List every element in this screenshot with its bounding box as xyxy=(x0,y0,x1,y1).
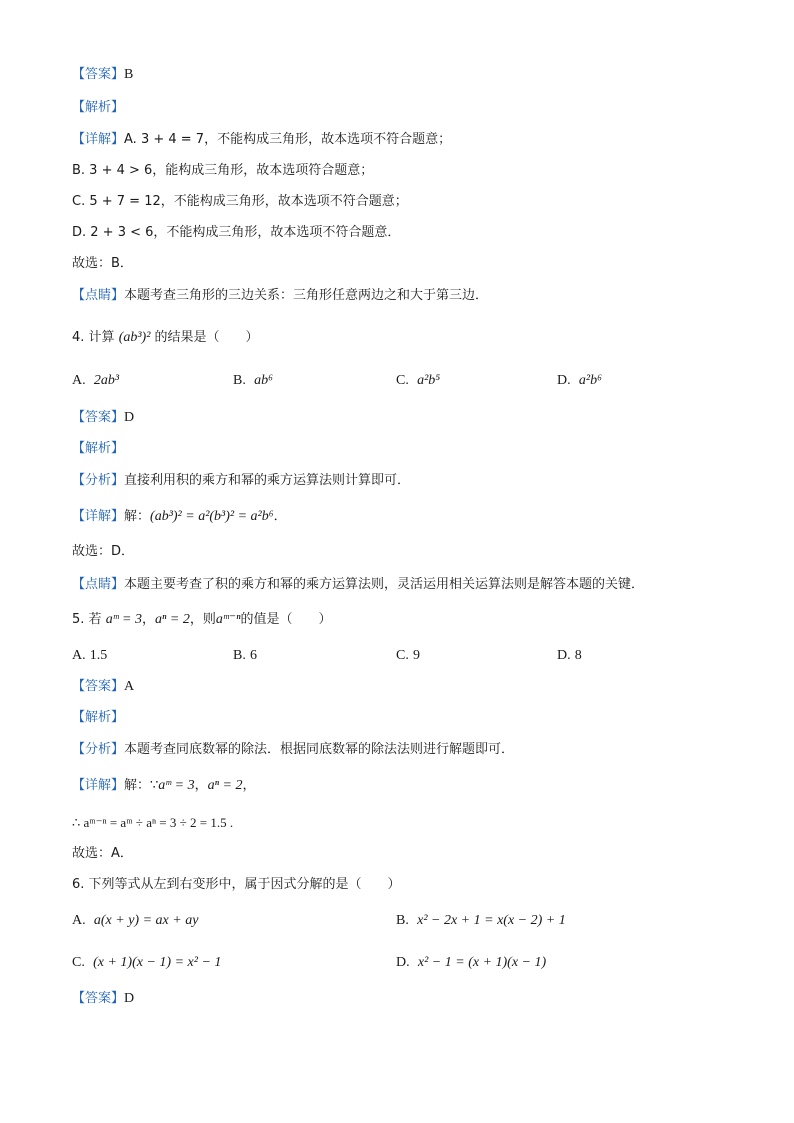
q3-answer: B xyxy=(124,67,134,82)
detail-tag: 【详解】 xyxy=(72,509,125,524)
q4-option-a: A. 2ab³ xyxy=(72,373,120,388)
analyze-tag: 【分析】 xyxy=(72,742,125,757)
q3-line-d-row xyxy=(72,224,400,242)
q3-detail-line xyxy=(72,131,451,149)
q4-comment: 本题主要考查了积的乘方和幂的乘方运算法则，灵活运用相关运算法则是解答本题的关键． xyxy=(124,577,645,592)
q4-option-c: C. a²b⁵ xyxy=(396,373,441,388)
q5-stem: 5. 若 aᵐ = 3，aⁿ = 2，则aᵐ⁻ⁿ的值是（ ） xyxy=(72,612,332,627)
q5-therefore: ∴ aᵐ⁻ⁿ = aᵐ ÷ aⁿ = 3 ÷ 2 = 1.5 . xyxy=(72,815,234,830)
q3-line-b: B. 3 + 4 > 6，能构成三角形，故本选项符合题意； xyxy=(72,163,374,178)
q3-choose: 故选：B． xyxy=(72,256,133,271)
comment-tag: 【点睛】 xyxy=(72,288,125,303)
answer-tag: 【答案】 xyxy=(72,67,125,82)
q4-analysis-line xyxy=(72,440,124,458)
q5-option-a: A. 1.5 xyxy=(72,648,108,663)
q4-detail-prefix: 解： xyxy=(124,509,151,524)
q4-answer: D xyxy=(124,410,135,425)
analyze-tag: 【分析】 xyxy=(72,473,125,488)
q6-stem-row xyxy=(72,876,401,894)
answer-tag: 【答案】 xyxy=(72,991,125,1006)
q3-analysis-line xyxy=(72,99,124,117)
q3-line-d: D. 2 + 3 < 6，不能构成三角形，故本选项不符合题意． xyxy=(72,225,401,240)
q4-choose-row xyxy=(72,543,134,561)
q5-option-c: C. 9 xyxy=(396,648,420,663)
q3-comment: 本题考查三角形的三边关系：三角形任意两边之和大于第三边． xyxy=(124,288,489,303)
q4-stem xyxy=(72,329,259,347)
q4-option-d: D. a²b⁶ xyxy=(557,373,602,388)
q3-comment-row xyxy=(72,287,488,305)
q5-choose: 故选：A． xyxy=(72,846,133,861)
q6-option-c: C. (x + 1)(x − 1) = x² − 1 xyxy=(72,955,222,970)
q4-stem-num: 4. 计算 xyxy=(72,330,115,345)
q5-analyze-line xyxy=(72,741,514,759)
q3-line-a: A. 3 + 4 = 7，不能构成三角形，故本选项不符合题意； xyxy=(124,132,452,147)
q6-stem: 6. 下列等式从左到右变形中，属于因式分解的是（ ） xyxy=(72,877,401,892)
q5-therefore-row xyxy=(72,814,233,832)
comment-tag: 【点睛】 xyxy=(72,577,125,592)
q6-option-d: D. x² − 1 = (x + 1)(x − 1) xyxy=(396,955,547,970)
answer-tag: 【答案】 xyxy=(72,410,125,425)
q3-line-c-row xyxy=(72,193,408,211)
answer-tag: 【答案】 xyxy=(72,679,125,694)
q5-analysis-line xyxy=(72,709,124,727)
analysis-tag: 【解析】 xyxy=(72,710,125,725)
q6-option-b: B. x² − 2x + 1 = x(x − 2) + 1 xyxy=(396,913,566,928)
q4-analyze: 直接利用积的乘方和幂的乘方运算法则计算即可． xyxy=(124,473,411,488)
q3-line-c: C. 5 + 7 = 12，不能构成三角形，故本选项不符合题意； xyxy=(72,194,408,209)
q5-detail-line: 【详解】解：∵aᵐ = 3，aⁿ = 2， xyxy=(72,778,256,793)
q5-analyze: 本题考查同底数幂的除法．根据同底数幂的除法法则进行解题即可． xyxy=(124,742,515,757)
q4-detail-line: 【详解】解：(ab³)² = a²(b³)² = a²b⁶． xyxy=(72,509,287,524)
q5-choose-row xyxy=(72,845,133,863)
q4-analyze-line xyxy=(72,472,410,490)
q4-comment-row xyxy=(72,576,644,594)
q3-choose-row xyxy=(72,255,133,273)
q4-stem-expr: (ab³)² xyxy=(118,330,151,345)
analysis-tag: 【解析】 xyxy=(72,441,125,456)
analysis-tag: 【解析】 xyxy=(72,100,125,115)
q4-choose: 故选：D． xyxy=(72,544,135,559)
q6-option-a: A. a(x + y) = ax + ay xyxy=(72,913,199,928)
q5-option-b: B. 6 xyxy=(233,648,257,663)
q6-answer: D xyxy=(124,991,135,1006)
q4-option-b: B. ab⁶ xyxy=(233,373,273,388)
q5-answer: A xyxy=(124,679,135,694)
q5-answer-line xyxy=(72,678,134,696)
q3-line-b-row xyxy=(72,162,373,180)
q4-detail-expr: (ab³)² = a²(b³)² = a²b⁶ xyxy=(150,509,274,524)
q4-answer-line xyxy=(72,409,134,427)
q4-stem-rest: 的结果是（ ） xyxy=(154,330,259,345)
detail-tag: 【详解】 xyxy=(72,778,125,793)
detail-tag: 【详解】 xyxy=(72,132,125,147)
q6-answer-line xyxy=(72,990,134,1008)
q5-option-d: D. 8 xyxy=(557,648,582,663)
q3-answer-line xyxy=(72,66,133,84)
